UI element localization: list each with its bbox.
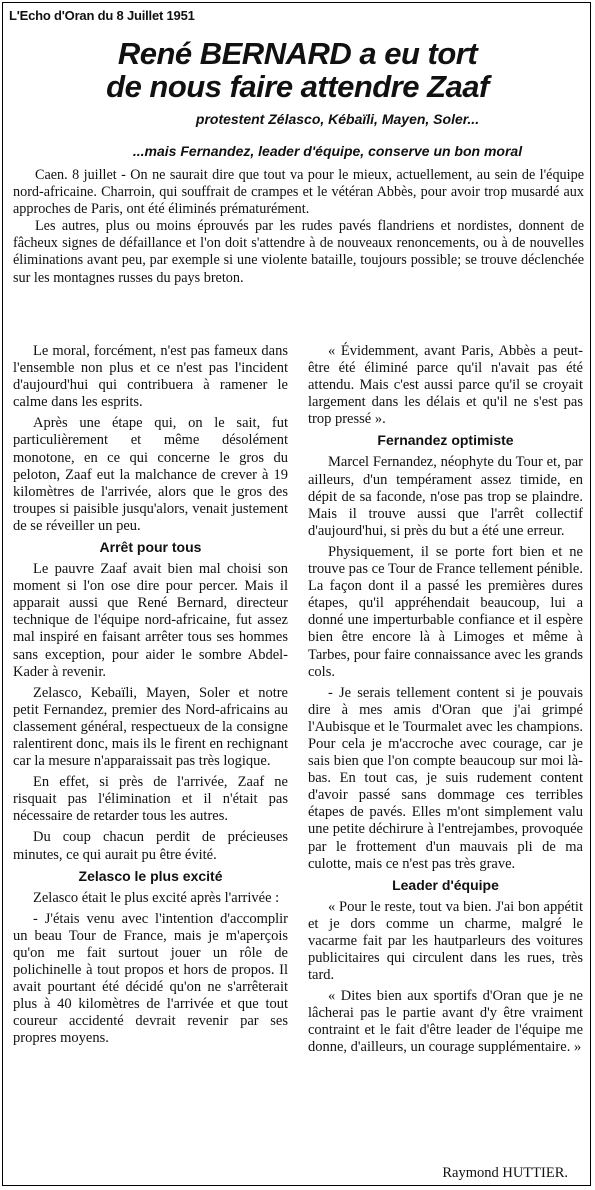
paragraph: « Pour le reste, tout va bien. J'ai bon appétit et je dors comme un charme, malgré le vacarme fait par les hautparleurs des voitures publicitaires qui circulent dans les rues, très tard. <box>308 898 583 984</box>
paragraph: Zelasco était le plus excité après l'arrivée : <box>33 889 280 906</box>
section-heading: Fernandez optimiste <box>377 432 514 449</box>
section-heading: Zelasco le plus excité <box>78 867 223 884</box>
author-signature: Raymond HUTTIER. <box>442 1165 568 1181</box>
section-heading: Leader d'équipe <box>392 876 499 893</box>
paragraph: Le moral, forcément, n'est pas fameux dans l'ensemble non plus et ce n'est pas l'incident d'aujourd'hui qui contribuera à ramener le calme dans les esprits. <box>13 343 288 411</box>
paragraph: Physiquement, il se porte fort bien et ne trouve pas ce Tour de France tellement pénible. La façon dont il a passé les premières dures étapes, qu'il appréhendait beaucoup, lui a donné une imperturbable confiance et il espère bien être encore là à Limoges et même à Tarbes, pour faire connaissance avec les grands cols. <box>308 543 583 680</box>
subheadline-2: ...mais Fernandez, leader d'équipe, conserve un bon moral <box>132 143 523 159</box>
section-heading: Arrêt pour tous <box>99 539 202 556</box>
left-column <box>13 343 288 1051</box>
paragraph: Du coup chacun perdit de précieuses minutes, ce qui aurait pu être évité. <box>13 829 288 863</box>
paragraph: - Je serais tellement content si je pouvais dire à mes amis d'Oran que j'ai grimpé l'Aubisque et le Tourmalet avec les champions. Pour cela je m'accroche avec courage, car je sais bien que l'on compte beaucoup sur moi là-bas. En tout cas, je suis rudement content d'avoir passé sans dommage ces terribles étapes de pavés. Elles m'ont simplement valu une petite déchirure à l'entrejambes, provoquée par le frottement d'un mauvais pli de ma culotte, mais ce n'est pas très grave. <box>308 684 583 872</box>
lead-paragraph: Caen. 8 juillet - On ne saurait dire que tout va pour le mieux, actuellement, au sein de l'équipe nord-africaine. Charroin, qui souffrait de crampes et le vétéran Abbès, pour avoir trop musardé aux approches de Paris, ont été éliminés prématurément. <box>13 167 584 218</box>
headline-line-1: René BERNARD a eu tort <box>117 36 478 71</box>
paragraph: Le pauvre Zaaf avait bien mal choisi son moment si l'on ose dire pour percer. Mais il apparait aussi que René Bernard, directeur technique de l'équipe nord-africaine, fut assez mal inspiré en faisant arrêter tous ses hommes sans exception, pour aider le sombre Abdel-Kader à revenir. <box>13 561 288 680</box>
right-column <box>308 343 583 1061</box>
lead-paragraph: Les autres, plus ou moins éprouvés par les rudes pavés flandriens et nordistes, donnent de fâcheux signes de défaillance et l'on doit s'attendre à de nouveaux renoncements, ou à de nouvelles éliminations avant peu, par exemple si une violente bataille, toujours possible; se trouve déclenchée sur les montagnes russes du pays breton. <box>13 218 584 286</box>
newspaper-clipping <box>2 2 591 1186</box>
paragraph: « Évidemment, avant Paris, Abbès a peut-être été éliminé parce qu'il n'avait pas été attendu. Mais c'est aussi parce qu'il se croyait largement dans les délais et qu'il ne s'est pas trop pressé ». <box>308 343 583 428</box>
paragraph: En effet, si près de l'arrivée, Zaaf ne risquait pas l'élimination et il n'était pas nécessaire de retarder tous les autres. <box>13 774 288 825</box>
subheadline-1: protestent Zélasco, Kébaïli, Mayen, Soler... <box>195 111 480 127</box>
source-line: L'Echo d'Oran du 8 Juillet 1951 <box>9 8 195 23</box>
lead-paragraphs <box>13 167 584 287</box>
paragraph: - J'étais venu avec l'intention d'accomplir un beau Tour de France, mais je m'aperçois qu'on me fait surtout jouer un rôle de polichinelle à tout propos et hors de propos. Il avait pourtant été décidé qu'on ne s'arrêterait plus à 40 kilomètres de l'arrivée et que tout coureur accidenté devrait revenir par ses propres moyens. <box>13 910 288 1047</box>
paragraph: « Dites bien aux sportifs d'Oran que je ne lâcherai pas le partie avant d'y être vraiment contraint et le fait d'être leader de l'équipe me donne, d'ailleurs, un courage supplémentaire. » <box>308 988 583 1056</box>
paragraph: Marcel Fernandez, néophyte du Tour et, par ailleurs, d'un tempérament assez timide, en dépit de sa faconde, n'ose pas trop se plaindre. Mais il trouve aussi que l'arrêt collectif d'aujourd'hui, si près du but a été une erreur. <box>308 454 583 539</box>
headline <box>3 37 592 103</box>
paragraph: Zelasco, Kebaïli, Mayen, Soler et notre petit Fernandez, premier des Nord-africains au classement général, respectueux de la consigne ralentirent donc, mais ils le firent en rechignant car la mesure n'apparaissait pas très logique. <box>13 684 288 770</box>
paragraph: Après une étape qui, on le sait, fut particulièrement et même désolément monotone, en ce qui concerne le gros du peloton, Zaaf eut la malchance de crever à 19 kilomètres de l'arrivée, alors que le gros des troupes si paisible jusqu'alors, venait justement de se réveiller un peu. <box>13 415 288 534</box>
headline-line-2: de nous faire attendre Zaaf <box>106 69 489 104</box>
